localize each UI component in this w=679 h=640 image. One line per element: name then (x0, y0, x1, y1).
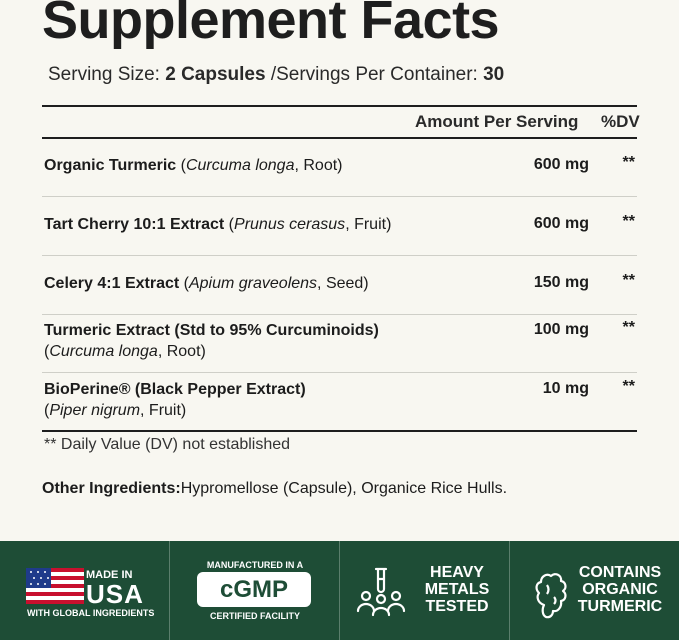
contains-label: CONTAINS (578, 564, 662, 581)
servings-per-container-label: /Servings Per Container: (265, 64, 484, 85)
metals-label: METALS (424, 581, 490, 598)
ingredient-name: Celery 4:1 Extract (Apium graveolens, Seed) (44, 275, 369, 292)
cgmp-badge (170, 541, 340, 640)
usa-label: USA (86, 579, 144, 609)
ingredient-dv: ** (622, 154, 635, 171)
table-row (42, 138, 637, 196)
trust-badges-banner (0, 541, 679, 640)
ingredient-dv: ** (622, 272, 635, 289)
ingredient-amount: 10 mg (542, 380, 589, 397)
supplement-facts-title: Supplement Facts (42, 0, 500, 50)
other-ingredients-value: Hypromellose (Capsule), Organice Rice Hulls. (180, 480, 508, 497)
ingredient-dv: ** (622, 378, 635, 395)
turmeric-root-icon (530, 563, 572, 621)
table-row (42, 373, 637, 430)
serving-size-label: Serving Size: (48, 64, 166, 85)
organic-label: ORGANIC (582, 581, 658, 598)
ingredient-name: Tart Cherry 10:1 Extract (Prunus cerasus, Fruit) (44, 216, 392, 233)
table-row (42, 197, 637, 255)
table-bottom-rule (42, 430, 637, 432)
servings-per-container-value: 30 (483, 64, 505, 85)
tested-label: TESTED (425, 598, 489, 615)
table-row (42, 256, 637, 314)
dv-footnote: ** Daily Value (DV) not established (44, 436, 291, 453)
made-in-label: MADE IN (86, 569, 133, 581)
test-tube-people-icon (354, 565, 408, 619)
ingredient-dv: ** (622, 213, 635, 230)
turmeric-label: TURMERIC (577, 598, 663, 615)
made-in-usa-badge (0, 541, 170, 640)
ingredient-amount: 600 mg (533, 156, 589, 173)
ingredient-name: Organic Turmeric (Curcuma longa, Root) (44, 157, 343, 174)
table-top-rule (42, 105, 637, 107)
table-row (42, 315, 637, 372)
ingredient-amount: 100 mg (533, 321, 589, 338)
cgmp-label: cGMP (197, 572, 311, 607)
dv-header: %DV (601, 112, 640, 131)
ingredient-name: Turmeric Extract (Std to 95% Curcuminoids) (44, 322, 379, 339)
heavy-label: HEAVY (430, 564, 484, 581)
other-ingredients (42, 480, 507, 498)
cgmp-bottom-label: CERTIFIED FACILITY (210, 611, 300, 621)
ingredient-name: BioPerine® (Black Pepper Extract) (44, 381, 306, 398)
ingredient-dv: ** (622, 319, 635, 336)
heavy-metals-badge (340, 541, 510, 640)
ingredient-source: (Curcuma longa, Root) (44, 343, 206, 360)
amount-per-serving-header: Amount Per Serving (415, 112, 579, 131)
ingredient-amount: 150 mg (533, 274, 589, 291)
serving-size-value: 2 Capsules (165, 64, 266, 85)
other-ingredients-label: Other Ingredients: (42, 480, 181, 497)
global-ingredients-label: WITH GLOBAL INGREDIENTS (27, 608, 155, 618)
ingredient-amount: 600 mg (533, 215, 589, 232)
cgmp-top-label: MANUFACTURED IN A (206, 560, 304, 570)
organic-turmeric-badge (510, 541, 679, 640)
us-flag-icon (26, 568, 84, 604)
ingredient-source: (Piper nigrum, Fruit) (44, 402, 187, 419)
serving-info (48, 64, 504, 86)
